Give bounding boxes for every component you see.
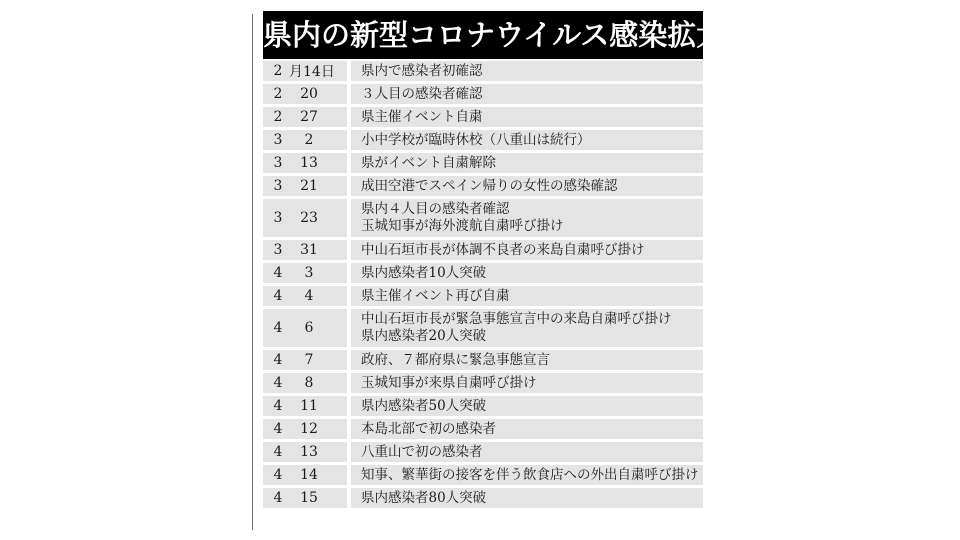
day-value: 21 [300,178,318,194]
table-row [263,240,703,260]
event-cell [351,286,703,306]
table-row [263,488,703,508]
table-rows [263,61,703,508]
day-value: 月14日 [289,64,335,80]
table-row [263,61,703,81]
day-value: 27 [300,109,318,125]
month-value: 4 [273,288,283,304]
month-value: 4 [273,467,283,483]
date-cell [263,199,347,237]
date-cell [263,488,347,508]
month-value: 4 [273,265,283,281]
date-cell [263,176,347,196]
event-text: 本島北部で初の感染者 [361,420,496,437]
table-row [263,84,703,104]
event-text: 小中学校が臨時休校（八重山は続行） [361,131,591,148]
event-cell [351,350,703,370]
event-text: 中山石垣市長が体調不良者の来島自粛呼び掛け [361,241,645,258]
day-value: 13 [300,155,318,171]
event-cell [351,396,703,416]
month-value: 2 [273,63,283,79]
month-value: 2 [273,86,283,102]
event-cell [351,199,703,237]
table-row [263,396,703,416]
event-cell [351,153,703,173]
month-value: 3 [273,132,283,148]
day-value: 6 [304,320,314,336]
event-text: 県内で感染者初確認 [361,62,483,79]
day-value: 4 [304,288,314,304]
month-value: 4 [273,490,283,506]
table-row [263,263,703,283]
table-row [263,153,703,173]
day-value: 11 [300,398,318,414]
table-row [263,465,703,485]
date-cell [263,442,347,462]
date-cell [263,350,347,370]
date-cell [263,309,347,347]
month-value: 3 [273,178,283,194]
month-value: 3 [273,242,283,258]
event-cell [351,263,703,283]
event-text: 成田空港でスペイン帰りの女性の感染確認 [361,177,618,194]
event-cell [351,130,703,150]
month-value: 2 [273,109,283,125]
event-text: 玉城知事が海外渡航自粛呼び掛け [361,218,564,234]
table-row [263,442,703,462]
month-value: 4 [273,398,283,414]
event-cell [351,419,703,439]
event-cell [351,240,703,260]
date-cell [263,130,347,150]
day-value: 15 [300,490,318,506]
day-value: 13 [300,444,318,460]
date-cell [263,419,347,439]
table-title: 県内の新型コロナウイルス感染拡大 [263,11,703,59]
event-text: 県主催イベント自粛 [361,108,483,125]
table-row [263,373,703,393]
event-text: 八重山で初の感染者 [361,443,483,460]
event-cell [351,442,703,462]
day-value: 7 [304,352,314,368]
table-row [263,309,703,347]
table-row [263,419,703,439]
day-value: 14 [300,467,318,483]
table-row [263,176,703,196]
event-text: 中山石垣市長が緊急事態宣言中の来島自粛呼び掛け [361,311,672,327]
date-cell [263,107,347,127]
date-cell [263,61,347,81]
date-cell [263,373,347,393]
month-value: 3 [273,155,283,171]
event-cell [351,107,703,127]
event-cell [351,84,703,104]
month-value: 4 [273,375,283,391]
event-text: 県内感染者50人突破 [361,397,487,414]
date-cell [263,396,347,416]
event-text: 県内感染者80人突破 [361,489,487,506]
date-cell [263,84,347,104]
column-divider [252,14,253,530]
event-cell [351,373,703,393]
table-row [263,199,703,237]
event-text: 県内感染者10人突破 [361,264,487,281]
table-row [263,286,703,306]
event-text: 県内４人目の感染者確認 [361,201,510,217]
event-cell [351,488,703,508]
month-value: 3 [273,210,283,226]
table-row [263,350,703,370]
event-text: 県がイベント自粛解除 [361,154,496,171]
day-value: 12 [300,421,318,437]
day-value: 8 [304,375,314,391]
date-cell [263,153,347,173]
day-value: 20 [300,86,318,102]
month-value: 4 [273,444,283,460]
event-text: 知事、繁華街の接客を伴う飲食店への外出自粛呼び掛け [361,466,699,483]
event-cell [351,309,703,347]
month-value: 4 [273,421,283,437]
month-value: 4 [273,352,283,368]
table-row [263,107,703,127]
event-cell [351,176,703,196]
date-cell [263,465,347,485]
day-value: 2 [304,132,314,148]
timeline-table [263,11,726,511]
day-value: 23 [300,210,318,226]
date-cell [263,286,347,306]
event-cell [351,61,703,81]
event-text: 県主催イベント再び自粛 [361,287,510,304]
day-value: 31 [300,242,318,258]
date-cell [263,240,347,260]
month-value: 4 [273,320,283,336]
event-text: 政府、７都府県に緊急事態宣言 [361,351,550,368]
table-row [263,130,703,150]
event-text: 玉城知事が来県自粛呼び掛け [361,374,537,391]
event-text: 県内感染者20人突破 [361,328,487,344]
event-cell [351,465,703,485]
event-text: ３人目の感染者確認 [361,85,483,102]
day-value: 3 [304,265,314,281]
date-cell [263,263,347,283]
